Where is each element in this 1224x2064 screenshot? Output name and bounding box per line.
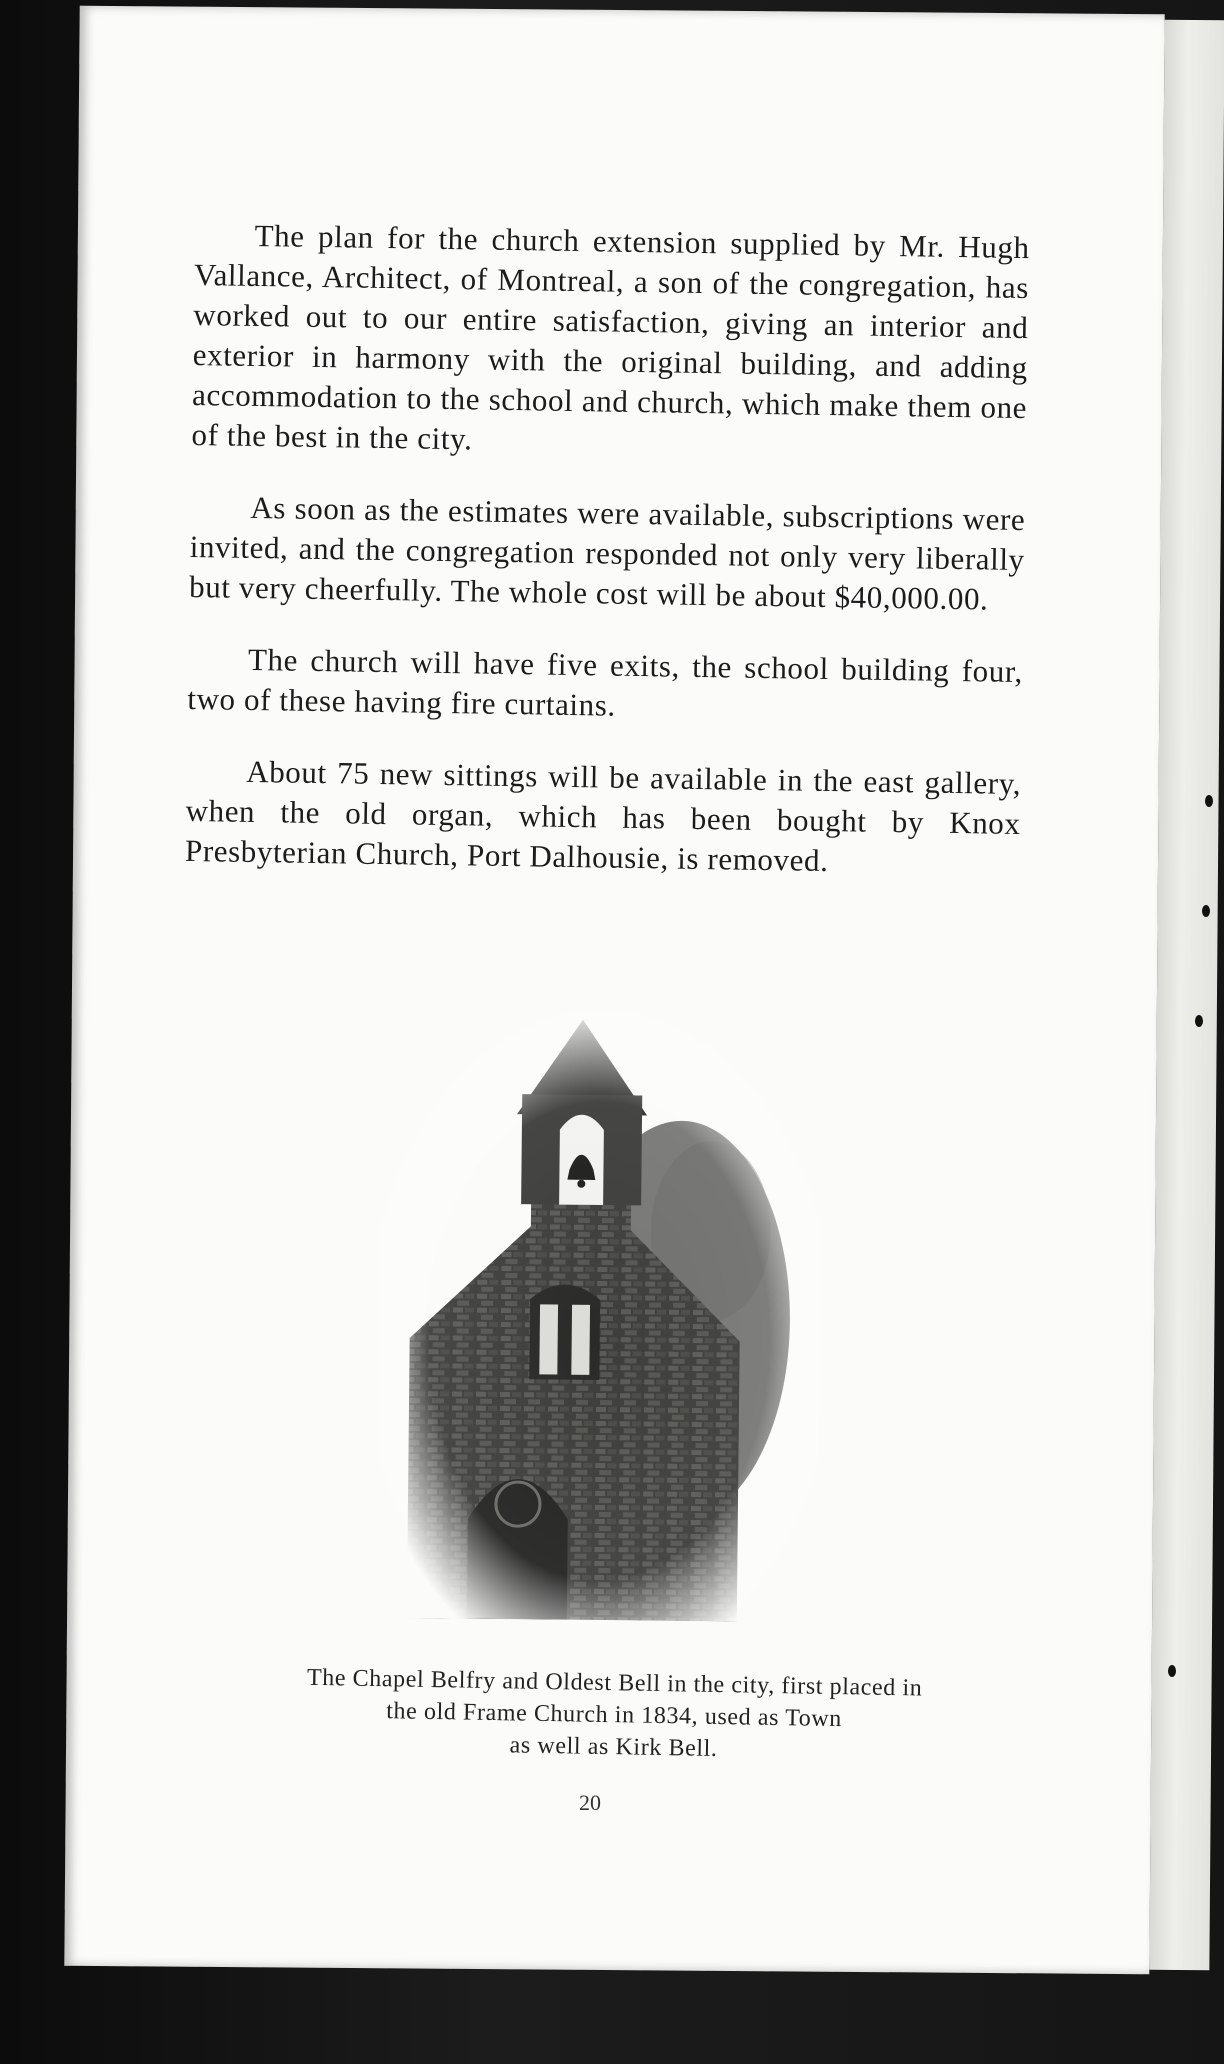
edge-mark	[1205, 795, 1213, 807]
body-text	[184, 215, 1030, 916]
caption-line: as well as Kirk Bell.	[509, 1732, 718, 1762]
page-number: 20	[579, 1790, 601, 1815]
figure-caption	[203, 1660, 1025, 1770]
paragraph: As soon as the estimates were available, subscriptions were invited, and the congregation responded not only very liberally but very cheerfully. The whole cost will be about $40,000.00.	[188, 489, 1026, 617]
edge-mark	[1195, 1015, 1203, 1027]
caption-line: The Chapel Belfry and Oldest Bell in the city, first placed in	[306, 1664, 923, 1702]
belfry-photo	[377, 998, 823, 1623]
belfry-image	[377, 998, 823, 1623]
edge-mark	[1168, 1665, 1176, 1677]
paragraph: The church will have five exits, the school building four, two of these having fire curtains.	[187, 641, 1024, 723]
edge-mark	[1202, 905, 1210, 917]
paragraph: About 75 new sittings will be available in the east gallery, when the old organ, which has been bought by Knox Presbyterian Church, Port Dalhousie, is removed.	[184, 753, 1022, 879]
caption-line: the old Frame Church in 1834, used as Town	[386, 1698, 843, 1733]
paragraph: The plan for the church extension supplied by Mr. Hugh Vallance, Architect, of Montreal, a son of the congregation, has worked out to our entire satisfaction, giving an interior and exterior in harmony with the original building, and adding accommodation to the school and church, which make them one of the best in the city.	[191, 217, 1030, 457]
